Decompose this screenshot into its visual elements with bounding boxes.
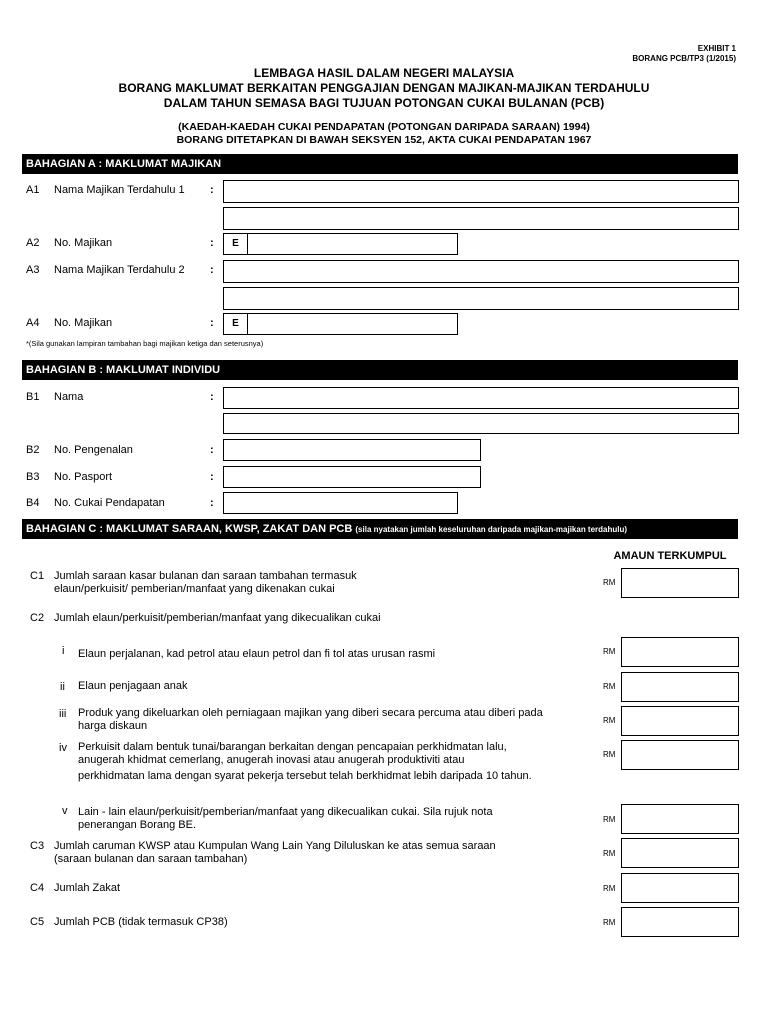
- subtitle-line-2: BORANG DITETAPKAN DI BAWAH SEKSYEN 152, AKTA CUKAI PENDAPATAN 1967: [176, 134, 592, 146]
- a2-colon: :: [210, 237, 214, 249]
- c1-text: Jumlah saraan kasar bulanan dan saraan tambahan termasuk elaun/perkuisit/ pemberian/manfaat yang dikenakan cukai: [54, 570, 357, 595]
- b2-label: No. Pengenalan: [54, 444, 133, 456]
- a2-e-prefix: E: [224, 234, 248, 254]
- c2-iv-amount-field[interactable]: [621, 740, 739, 770]
- section-a-note: *(Sila gunakan lampiran tambahan bagi majikan ketiga dan seterusnya): [26, 339, 264, 348]
- b2-id-number-field[interactable]: [223, 439, 481, 461]
- b3-code: B3: [26, 471, 40, 483]
- c2-v-number: v: [62, 805, 68, 817]
- c1-code: C1: [30, 570, 45, 582]
- c2-v-rm-label: RM: [603, 815, 616, 824]
- c1-rm-label: RM: [603, 578, 616, 587]
- a1-employer-name-field-2[interactable]: [223, 207, 739, 230]
- c5-amount-field[interactable]: [621, 907, 739, 937]
- a3-code: A3: [26, 264, 40, 276]
- b1-name-field-2[interactable]: [223, 413, 739, 434]
- b1-code: B1: [26, 391, 40, 403]
- c2-iv-text: Perkuisit dalam bentuk tunai/barangan berkaitan dengan pencapaian perkhidmatan lalu, anugerah khidmat cemerlang, anugerah inovasi atau anugerah produktiviti atau: [78, 741, 507, 766]
- c2-iii-rm-label: RM: [603, 716, 616, 725]
- a1-employer-name-field-1[interactable]: [223, 180, 739, 203]
- c2-iii-text: Produk yang dikeluarkan oleh perniagaan majikan yang diberi secara percuma atau diberi pada harga diskaun: [78, 707, 543, 732]
- a3-employer-name-field-2[interactable]: [223, 287, 739, 310]
- a4-code: A4: [26, 317, 40, 329]
- a1-colon: :: [210, 184, 214, 196]
- a4-employer-number-field[interactable]: [223, 313, 458, 335]
- c3-amount-field[interactable]: [621, 838, 739, 868]
- c4-amount-field[interactable]: [621, 873, 739, 903]
- b4-label: No. Cukai Pendapatan: [54, 497, 165, 509]
- a2-label: No. Majikan: [54, 237, 113, 249]
- b1-label: Nama: [54, 391, 84, 403]
- section-c-title: BAHAGIAN C : MAKLUMAT SARAAN, KWSP, ZAKAT DAN PCB: [26, 523, 353, 535]
- a3-colon: :: [210, 264, 214, 276]
- c3-text: Jumlah caruman KWSP atau Kumpulan Wang Lain Yang Diluluskan ke atas semua saraan (saraan bulanan dan saraan tambahan): [54, 840, 496, 865]
- c2-iv-text-continued: perkhidmatan lama dengan syarat pekerja tersebut telah berkhidmat lebih daripada 10 tahun.: [78, 770, 532, 782]
- c5-text: Jumlah PCB (tidak termasuk CP38): [54, 916, 228, 928]
- amount-column-header: AMAUN TERKUMPUL: [613, 550, 727, 562]
- c2-i-amount-field[interactable]: [621, 637, 739, 667]
- b3-passport-field[interactable]: [223, 466, 481, 488]
- form-code: BORANG PCB/TP3 (1/2015): [632, 54, 736, 63]
- c4-code: C4: [30, 882, 45, 894]
- a1-label: Nama Majikan Terdahulu 1: [54, 184, 185, 196]
- c4-rm-label: RM: [603, 884, 616, 893]
- c2-i-number: i: [62, 645, 65, 657]
- c2-i-text: Elaun perjalanan, kad petrol atau elaun petrol dan fi tol atas urusan rasmi: [78, 648, 436, 660]
- section-b-title: BAHAGIAN B : MAKLUMAT INDIVIDU: [26, 364, 221, 376]
- b2-code: B2: [26, 444, 40, 456]
- a4-label: No. Majikan: [54, 317, 113, 329]
- c2-v-text: Lain - lain elaun/perkuisit/pemberian/manfaat yang dikecualikan cukai. Sila rujuk nota penerangan Borang BE.: [78, 806, 493, 831]
- section-a-header: [22, 154, 738, 174]
- title-line-2: BORANG MAKLUMAT BERKAITAN PENGGAJIAN DENGAN MAJIKAN-MAJIKAN TERDAHULU: [118, 81, 650, 95]
- c2-i-rm-label: RM: [603, 647, 616, 656]
- c4-text: Jumlah Zakat: [54, 882, 121, 894]
- b4-colon: :: [210, 497, 214, 509]
- c5-code: C5: [30, 916, 45, 928]
- c2-iii-number: iii: [59, 708, 67, 720]
- a2-employer-number-field[interactable]: [223, 233, 458, 255]
- a1-code: A1: [26, 184, 40, 196]
- b2-colon: :: [210, 444, 214, 456]
- b4-tax-number-field[interactable]: [223, 492, 458, 514]
- c2-ii-text: Elaun penjagaan anak: [78, 680, 188, 692]
- b3-label: No. Pasport: [54, 471, 113, 483]
- c2-iii-amount-field[interactable]: [621, 706, 739, 736]
- c2-ii-amount-field[interactable]: [621, 672, 739, 702]
- b4-code: B4: [26, 497, 40, 509]
- a2-code: A2: [26, 237, 40, 249]
- exhibit-label: EXHIBIT 1: [697, 44, 736, 53]
- section-c-header: [22, 519, 738, 539]
- c2-v-amount-field[interactable]: [621, 804, 739, 834]
- c1-amount-field[interactable]: [621, 568, 739, 598]
- a4-colon: :: [210, 317, 214, 329]
- title-line-3: DALAM TAHUN SEMASA BAGI TUJUAN POTONGAN CUKAI BULANAN (PCB): [163, 96, 605, 110]
- c2-iv-number: iv: [59, 742, 67, 754]
- title-line-1: LEMBAGA HASIL DALAM NEGERI MALAYSIA: [253, 66, 515, 80]
- a3-employer-name-field-1[interactable]: [223, 260, 739, 283]
- c3-rm-label: RM: [603, 849, 616, 858]
- a4-e-prefix: E: [224, 314, 248, 334]
- b3-colon: :: [210, 471, 214, 483]
- section-a-title: BAHAGIAN A : MAKLUMAT MAJIKAN: [26, 158, 222, 170]
- c5-rm-label: RM: [603, 918, 616, 927]
- section-c-title-note: (sila nyatakan jumlah keseluruhan daripada majikan-majikan terdahulu): [355, 525, 628, 534]
- c2-ii-rm-label: RM: [603, 682, 616, 691]
- b1-name-field-1[interactable]: [223, 387, 739, 409]
- a3-label: Nama Majikan Terdahulu 2: [54, 264, 185, 276]
- subtitle-line-1: (KAEDAH-KAEDAH CUKAI PENDAPATAN (POTONGAN DARIPADA SARAAN) 1994): [178, 121, 590, 133]
- c2-text: Jumlah elaun/perkuisit/pemberian/manfaat yang dikecualikan cukai: [54, 612, 381, 624]
- section-b-header: [22, 360, 738, 380]
- b1-colon: :: [210, 391, 214, 403]
- c3-code: C3: [30, 840, 45, 852]
- c2-iv-rm-label: RM: [603, 750, 616, 759]
- c2-code: C2: [30, 612, 45, 624]
- c2-ii-number: ii: [60, 681, 65, 693]
